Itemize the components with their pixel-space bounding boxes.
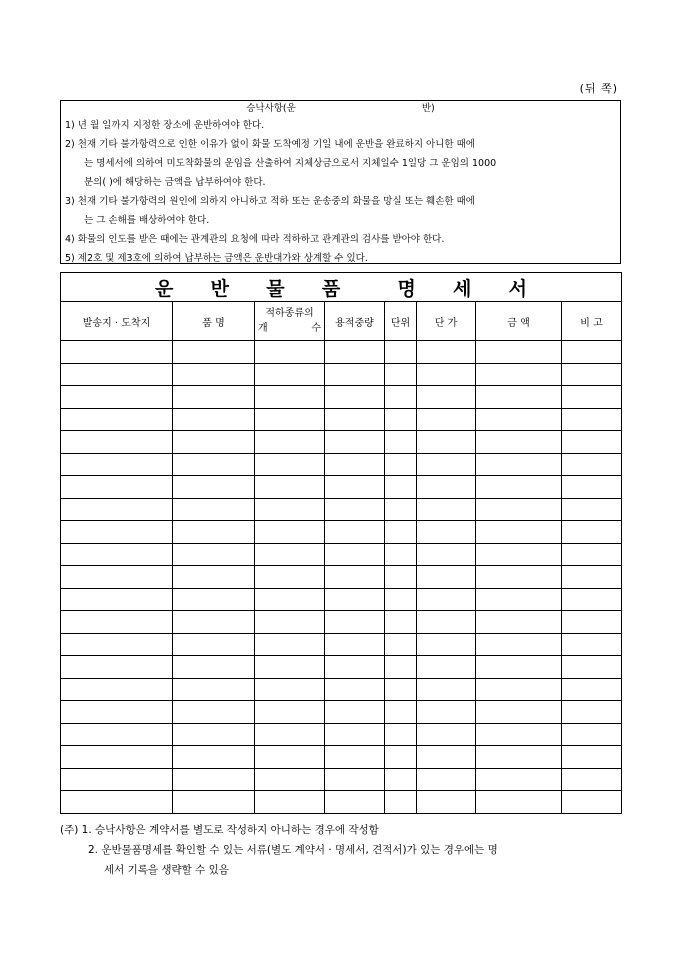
acceptance-terms-box (60, 100, 621, 264)
manifest-body (61, 341, 622, 814)
table-cell[interactable] (385, 476, 417, 499)
table-cell[interactable] (325, 633, 385, 656)
header-volume-weight: 용적중량 (325, 302, 385, 341)
table-cell[interactable] (385, 791, 417, 814)
table-cell[interactable] (173, 611, 255, 634)
table-cell[interactable] (255, 408, 325, 431)
table-row (61, 633, 622, 656)
terms-title-suffix: 반) (421, 103, 435, 114)
table-cell[interactable] (255, 431, 325, 454)
table-cell[interactable] (476, 723, 562, 746)
table-cell[interactable] (61, 791, 173, 814)
table-cell[interactable] (562, 566, 622, 589)
header-origin-destination: 발송지 · 도착지 (61, 302, 173, 341)
table-cell[interactable] (417, 431, 476, 454)
table-cell[interactable] (476, 408, 562, 431)
table-cell[interactable] (173, 791, 255, 814)
terms-line: 4) 화물의 인도를 받은 때에는 관계관의 요청에 따라 적하하고 관계관의 검사를 받아야 한다. (65, 234, 445, 245)
table-cell[interactable] (255, 386, 325, 409)
table-row (61, 566, 622, 589)
table-cell[interactable] (173, 498, 255, 521)
table-cell[interactable] (173, 453, 255, 476)
table-cell[interactable] (562, 678, 622, 701)
table-cell[interactable] (417, 746, 476, 769)
table-cell[interactable] (61, 543, 173, 566)
table-cell[interactable] (562, 498, 622, 521)
table-cell[interactable] (417, 768, 476, 791)
table-cell[interactable] (476, 701, 562, 724)
table-cell[interactable] (61, 611, 173, 634)
terms-title (65, 102, 616, 116)
table-row (61, 363, 622, 386)
manifest-title-char: 운 (155, 277, 174, 300)
table-cell[interactable] (173, 408, 255, 431)
table-cell[interactable] (562, 633, 622, 656)
table-cell[interactable] (173, 746, 255, 769)
terms-line: 는 그 손해를 배상하여야 한다. (84, 215, 210, 226)
table-cell[interactable] (61, 453, 173, 476)
table-cell[interactable] (385, 588, 417, 611)
table-row (61, 341, 622, 364)
table-cell[interactable] (385, 341, 417, 364)
table-row (61, 386, 622, 409)
terms-title-prefix: 승낙사항(운 (246, 103, 296, 114)
table-cell[interactable] (417, 521, 476, 544)
table-cell[interactable] (562, 611, 622, 634)
table-cell[interactable] (255, 656, 325, 679)
table-cell[interactable] (476, 791, 562, 814)
table-row (61, 746, 622, 769)
table-cell[interactable] (476, 476, 562, 499)
table-cell[interactable] (255, 791, 325, 814)
table-cell[interactable] (385, 521, 417, 544)
table-cell[interactable] (476, 386, 562, 409)
table-cell[interactable] (173, 633, 255, 656)
table-cell[interactable] (562, 768, 622, 791)
table-cell[interactable] (417, 723, 476, 746)
table-cell[interactable] (476, 363, 562, 386)
table-cell[interactable] (476, 341, 562, 364)
table-row (61, 408, 622, 431)
table-row (61, 656, 622, 679)
table-cell[interactable] (173, 341, 255, 364)
back-side-label: (뒤 쪽) (579, 82, 618, 95)
header-unit-price: 단 가 (417, 302, 476, 341)
table-cell[interactable] (476, 498, 562, 521)
table-cell[interactable] (385, 633, 417, 656)
table-cell[interactable] (325, 746, 385, 769)
table-cell[interactable] (562, 431, 622, 454)
header-package-count (255, 302, 325, 341)
table-cell[interactable] (417, 363, 476, 386)
table-cell[interactable] (61, 341, 173, 364)
table-cell[interactable] (417, 791, 476, 814)
table-cell[interactable] (61, 656, 173, 679)
table-cell[interactable] (173, 701, 255, 724)
table-cell[interactable] (61, 768, 173, 791)
table-cell[interactable] (417, 678, 476, 701)
table-cell[interactable] (385, 363, 417, 386)
table-cell[interactable] (562, 363, 622, 386)
table-cell[interactable] (325, 543, 385, 566)
table-cell[interactable] (417, 408, 476, 431)
table-cell[interactable] (61, 746, 173, 769)
table-row (61, 723, 622, 746)
table-cell[interactable] (562, 476, 622, 499)
footnote-line: (주) 1. 승낙사항은 계약서를 별도로 작성하지 아니하는 경우에 작성함 (60, 824, 379, 836)
table-cell[interactable] (173, 363, 255, 386)
table-cell[interactable] (255, 768, 325, 791)
table-cell[interactable] (476, 656, 562, 679)
table-cell[interactable] (173, 723, 255, 746)
table-cell[interactable] (255, 746, 325, 769)
table-cell[interactable] (255, 588, 325, 611)
table-cell[interactable] (325, 566, 385, 589)
table-cell[interactable] (61, 476, 173, 499)
table-cell[interactable] (562, 386, 622, 409)
table-cell[interactable] (562, 408, 622, 431)
table-cell[interactable] (325, 476, 385, 499)
table-cell[interactable] (476, 678, 562, 701)
table-cell[interactable] (61, 431, 173, 454)
table-cell[interactable] (562, 521, 622, 544)
table-cell[interactable] (255, 633, 325, 656)
table-cell[interactable] (61, 723, 173, 746)
table-cell[interactable] (562, 453, 622, 476)
table-cell[interactable] (476, 521, 562, 544)
table-row (61, 678, 622, 701)
table-cell[interactable] (385, 498, 417, 521)
table-cell[interactable] (417, 453, 476, 476)
table-cell[interactable] (61, 678, 173, 701)
table-cell[interactable] (417, 566, 476, 589)
table-cell[interactable] (325, 386, 385, 409)
manifest-title-char: 세 (453, 277, 472, 300)
table-row (61, 543, 622, 566)
table-cell[interactable] (417, 543, 476, 566)
terms-line: 2) 천재 기타 불가항력으로 인한 이유가 없이 화물 도착예정 기일 내에 운반을 완료하지 아니한 때에 (65, 139, 475, 150)
table-cell[interactable] (417, 588, 476, 611)
table-cell[interactable] (562, 746, 622, 769)
table-cell[interactable] (173, 566, 255, 589)
table-cell[interactable] (417, 633, 476, 656)
header-item-name: 품 명 (173, 302, 255, 341)
table-cell[interactable] (476, 746, 562, 769)
header-unit: 단위 (385, 302, 417, 341)
table-cell[interactable] (61, 498, 173, 521)
manifest-title-char: 물 (266, 277, 285, 300)
header-amount: 금 액 (476, 302, 562, 341)
table-cell[interactable] (255, 476, 325, 499)
table-cell[interactable] (325, 701, 385, 724)
table-cell[interactable] (476, 543, 562, 566)
table-cell[interactable] (173, 543, 255, 566)
footnotes (60, 820, 622, 880)
table-cell[interactable] (476, 588, 562, 611)
footnote-line: 2. 운반물품명세를 확인할 수 있는 서류(별도 계약서 · 명세서, 견적서)가 있는 경우에는 명 (88, 844, 498, 856)
table-cell[interactable] (173, 386, 255, 409)
table-cell[interactable] (562, 791, 622, 814)
terms-line: 분의( )에 해당하는 금액을 납부하여야 한다. (84, 177, 266, 188)
table-cell[interactable] (325, 521, 385, 544)
terms-line: 1) 년 월 일까지 지정한 장소에 운반하여야 한다. (65, 120, 265, 131)
manifest-title-char: 반 (210, 277, 229, 300)
table-cell[interactable] (255, 566, 325, 589)
table-cell[interactable] (385, 611, 417, 634)
table-cell[interactable] (476, 611, 562, 634)
table-cell[interactable] (562, 723, 622, 746)
header-remarks: 비 고 (562, 302, 622, 341)
table-cell[interactable] (173, 678, 255, 701)
table-cell[interactable] (325, 498, 385, 521)
table-cell[interactable] (255, 678, 325, 701)
table-cell[interactable] (417, 386, 476, 409)
table-cell[interactable] (173, 588, 255, 611)
table-cell[interactable] (61, 701, 173, 724)
table-cell[interactable] (325, 791, 385, 814)
table-cell[interactable] (562, 341, 622, 364)
table-cell[interactable] (255, 453, 325, 476)
table-row (61, 701, 622, 724)
table-cell[interactable] (325, 656, 385, 679)
table-cell[interactable] (417, 656, 476, 679)
table-cell[interactable] (385, 386, 417, 409)
table-cell[interactable] (255, 341, 325, 364)
table-row (61, 453, 622, 476)
table-cell[interactable] (325, 768, 385, 791)
manifest-title-char: 서 (508, 277, 528, 300)
table-cell[interactable] (255, 363, 325, 386)
terms-line: 는 명세서에 의하여 미도착화물의 운임을 산출하여 지체상금으로서 지체일수 1일당 그 운임의 1000 (84, 158, 497, 169)
table-cell[interactable] (385, 723, 417, 746)
table-row (61, 521, 622, 544)
table-cell[interactable] (173, 768, 255, 791)
terms-line: 3) 천재 기타 불가항력의 원인에 의하지 아니하고 적하 또는 운송중의 화물을 망실 또는 훼손한 때에 (65, 196, 475, 207)
table-cell[interactable] (61, 521, 173, 544)
table-cell[interactable] (476, 633, 562, 656)
header-package-count-bottom: 개 수 (258, 323, 321, 334)
table-cell[interactable] (325, 431, 385, 454)
table-cell[interactable] (385, 678, 417, 701)
table-cell[interactable] (325, 588, 385, 611)
table-cell[interactable] (173, 431, 255, 454)
table-cell[interactable] (385, 543, 417, 566)
table-row (61, 611, 622, 634)
table-cell[interactable] (385, 453, 417, 476)
table-cell[interactable] (255, 611, 325, 634)
table-cell[interactable] (417, 341, 476, 364)
table-row (61, 431, 622, 454)
table-cell[interactable] (562, 701, 622, 724)
table-cell[interactable] (255, 498, 325, 521)
table-cell[interactable] (61, 566, 173, 589)
table-cell[interactable] (476, 431, 562, 454)
table-cell[interactable] (61, 633, 173, 656)
table-cell[interactable] (325, 611, 385, 634)
table-row (61, 791, 622, 814)
table-cell[interactable] (325, 408, 385, 431)
table-cell[interactable] (325, 341, 385, 364)
table-cell[interactable] (476, 566, 562, 589)
table-cell[interactable] (417, 611, 476, 634)
manifest-title-char: 품 (321, 277, 341, 300)
table-cell[interactable] (325, 723, 385, 746)
table-cell[interactable] (385, 656, 417, 679)
table-cell[interactable] (385, 768, 417, 791)
table-cell[interactable] (417, 701, 476, 724)
table-cell[interactable] (476, 453, 562, 476)
manifest-title (61, 273, 622, 302)
table-cell[interactable] (476, 768, 562, 791)
table-cell[interactable] (61, 363, 173, 386)
header-package-count-top: 적하종류의 (265, 308, 314, 319)
table-cell[interactable] (173, 476, 255, 499)
table-cell[interactable] (325, 678, 385, 701)
table-cell[interactable] (385, 408, 417, 431)
table-cell[interactable] (385, 746, 417, 769)
table-cell[interactable] (417, 498, 476, 521)
table-cell[interactable] (255, 701, 325, 724)
table-row (61, 768, 622, 791)
table-cell[interactable] (385, 431, 417, 454)
table-cell[interactable] (173, 656, 255, 679)
table-row (61, 588, 622, 611)
table-row (61, 476, 622, 499)
table-cell[interactable] (562, 656, 622, 679)
table-cell[interactable] (61, 408, 173, 431)
table-cell[interactable] (325, 453, 385, 476)
table-cell[interactable] (255, 723, 325, 746)
table-cell[interactable] (255, 543, 325, 566)
table-cell[interactable] (417, 476, 476, 499)
table-cell[interactable] (385, 701, 417, 724)
table-row (61, 498, 622, 521)
table-cell[interactable] (255, 521, 325, 544)
table-cell[interactable] (61, 588, 173, 611)
table-cell[interactable] (385, 566, 417, 589)
table-cell[interactable] (562, 543, 622, 566)
table-cell[interactable] (173, 521, 255, 544)
goods-manifest-table (60, 272, 622, 814)
table-cell[interactable] (61, 386, 173, 409)
table-cell[interactable] (325, 363, 385, 386)
manifest-title-char: 명 (397, 277, 416, 300)
terms-line: 5) 제2호 및 제3호에 의하여 납부하는 금액은 운반대가와 상계할 수 있다. (65, 253, 368, 264)
table-cell[interactable] (562, 588, 622, 611)
footnote-line: 세서 기록을 생략할 수 있음 (104, 864, 229, 876)
